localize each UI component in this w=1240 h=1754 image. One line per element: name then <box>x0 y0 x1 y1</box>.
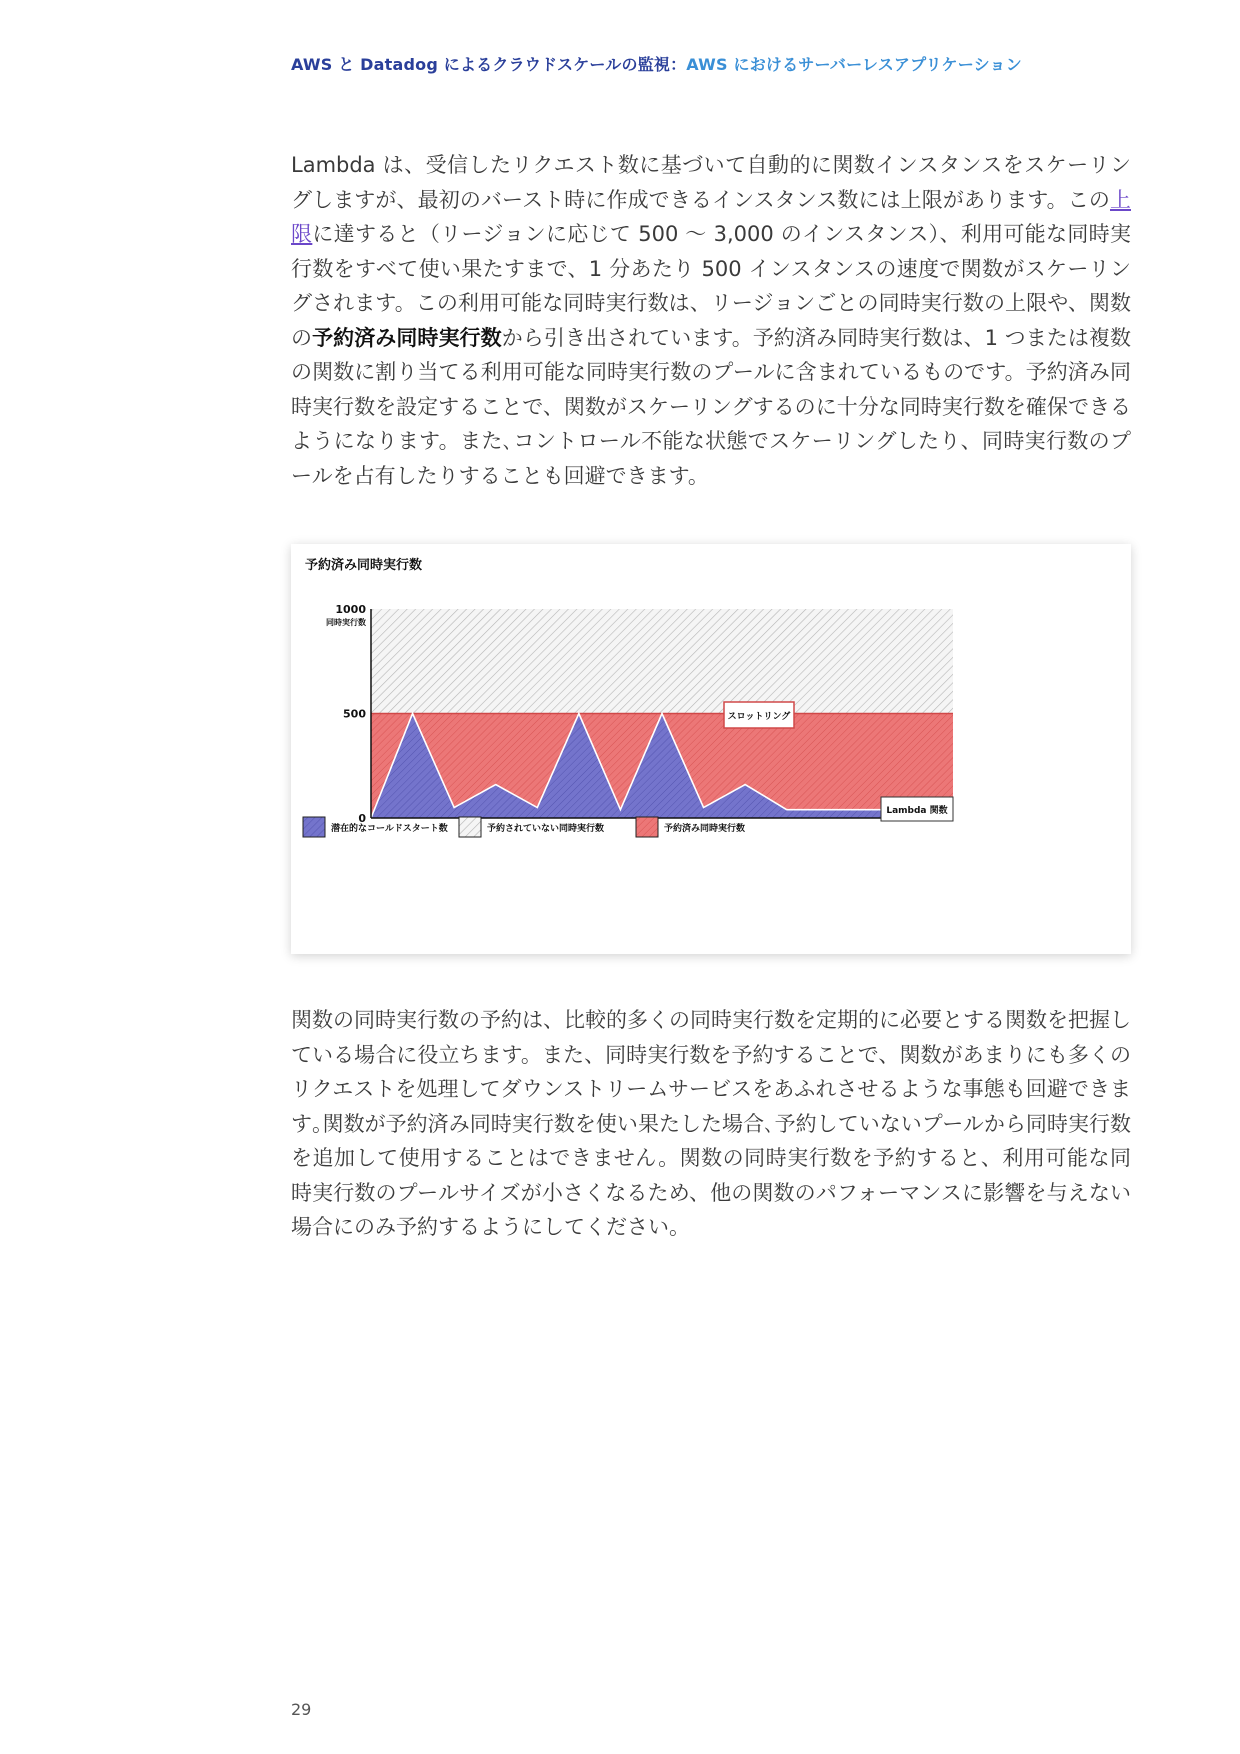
legend-label-cold-starts: 潜在的なコールドスタート数 <box>331 824 448 834</box>
paragraph1-text-b: に達すると（リージョンに応じて 500 〜 3,000 のインスタンス）、利用可能な同時実行数をすべて使い果たすまで、1 分あたり 500 インスタンスの速度で関数がスケーリングされます。この利用可能な同時実行数は、リージョンごとの同時実行数の上限や、関数の <box>291 222 1131 350</box>
legend-label-reserved: 予約済み同時実行数 <box>664 824 746 834</box>
limit-link[interactable]: 上限 <box>291 187 1131 246</box>
paragraph1-text-c: から引き出されています。予約済み同時実行数は、1 つまたは複数の関数に割り当てる利用可能な同時実行数のプールに含まれているものです。予約済み同時実行数を設定することで、関数がスケーリングするのに十分な同時実行数を確保できるようになります。また､コントロール不能な状態でスケーリングしたり、同時実行数のプールを占有したりすることも回避できます。 <box>291 325 1132 488</box>
page-number: 29 <box>291 1700 312 1719</box>
y-tick-label-0: 0 <box>358 812 366 825</box>
legend-item-unreserved <box>459 817 604 837</box>
paragraph1-text-a: Lambda は、受信したリクエスト数に基づいて自動的に関数インスタンスをスケーリングしますが、最初のバースト時に作成できるインスタンス数には上限があります。この <box>291 153 1131 212</box>
header-title-part1: AWS と Datadog によるクラウドスケールの監視： <box>291 55 687 74</box>
reserved-concurrency-term: 予約済み同時実行数 <box>312 325 502 350</box>
throttling-label: スロットリング <box>727 712 791 722</box>
throttling-annotation <box>724 702 794 728</box>
body-paragraph-2: 関数の同時実行数の予約は、比較的多くの同時実行数を定期的に必要とする関数を把握している場合に役立ちます。また、同時実行数を予約することで、関数があまりにも多くのリクエストを処理してダウンストリームサービスをあふれさせるような事態も回避できます｡関数が予約済み同時実行数を使い果たした場合､予約していないプールから同時実行数を追加して使用することはできません。関数の同時実行数を予約すると、利用可能な同時実行数のプールサイズが小さくなるため、他の関数のパフォーマンスに影響を与えない場合にのみ予約するようにしてください。 <box>291 1008 1131 1239</box>
y-tick-label-1000: 1000 <box>335 603 366 616</box>
y-axis-unit-label: 同時実行数 <box>326 618 366 627</box>
concurrency-area-chart <box>291 544 1131 954</box>
page-header-title <box>291 52 1091 75</box>
body-paragraph-1 <box>291 148 1131 493</box>
reserved-concurrency-figure <box>291 544 1131 954</box>
header-title-part2: AWS におけるサーバーレスアプリケーション <box>686 55 1022 74</box>
y-tick-label-500: 500 <box>343 707 366 721</box>
legend-item-cold-starts <box>303 817 448 837</box>
lambda-function-annotation <box>881 797 953 821</box>
legend-label-unreserved: 予約されていない同時実行数 <box>487 824 605 834</box>
lambda-function-label: Lambda 関数 <box>886 806 948 816</box>
figure-title: 予約済み同時実行数 <box>305 558 423 573</box>
legend-item-reserved <box>636 817 745 837</box>
